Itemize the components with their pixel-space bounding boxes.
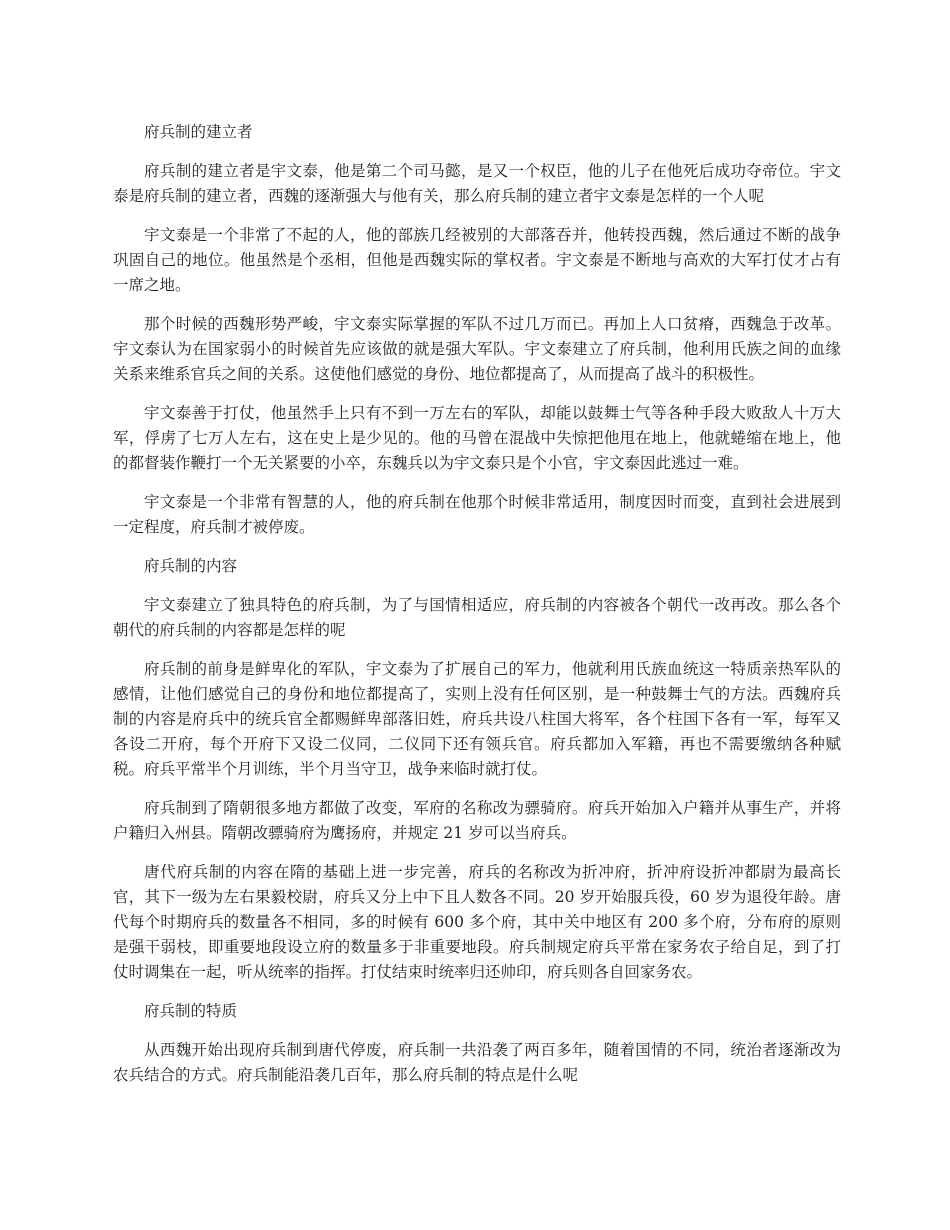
paragraph: 宇文泰建立了独具特色的府兵制，为了与国情相适应，府兵制的内容被各个朝代一改再改。那么各个朝代的府兵制的内容都是怎样的呢 xyxy=(113,596,841,639)
paragraph: 宇文泰善于打仗，他虽然手上只有不到一万左右的军队，却能以鼓舞士气等各种手段大败敌人十万大军，俘虏了七万人左右，这在史上是少见的。他的马曾在混战中失惊把他甩在地上，他就蜷缩在地上，他的都督装作鞭打一个无关紧要的小卒，东魏兵以为宇文泰只是个小官，宇文泰因此逃过一难。 xyxy=(113,404,841,472)
paragraph: 府兵制的前身是鲜卑化的军队，宇文泰为了扩展自己的军力，他就利用氏族血统这一特质亲热军队的感情，让他们感觉自己的身份和地位都提高了，实则上没有任何区别，是一种鼓舞士气的方法。西魏府兵制的内容是府兵中的统兵官全都赐鲜卑部落旧姓，府兵共设八柱国大将军，各个柱国下各有一军，每军又各设二开府，每个开府下又设二仪同，二仪同下还有领兵官。府兵都加入军籍，再也不需要缴纳各种赋税。府兵平常半个月训练，半个月当守卫，战争来临时就打仗。 xyxy=(113,660,841,778)
document-page xyxy=(113,120,841,1102)
paragraph: 宇文泰是一个非常有智慧的人，他的府兵制在他那个时候非常适用，制度因时而变，直到社会进展到一定程度，府兵制才被停废。 xyxy=(113,493,841,536)
section-heading-characteristics: 府兵制的特质 xyxy=(144,1002,238,1020)
paragraph: 从西魏开始出现府兵制到唐代停废，府兵制一共沿袭了两百多年，随着国情的不同，统治者逐渐改为农兵结合的方式。府兵制能沿袭几百年，那么府兵制的特点是什么呢 xyxy=(113,1041,841,1084)
section-heading-content: 府兵制的内容 xyxy=(144,557,238,575)
paragraph: 宇文泰是一个非常了不起的人，他的部族几经被别的大部落吞并，他转投西魏，然后通过不断的战争巩固自己的地位。他虽然是个丞相，但他是西魏实际的掌权者。宇文泰是不断地与高欢的大军打仗才占有一席之地。 xyxy=(113,226,841,294)
paragraph: 那个时候的西魏形势严峻，宇文泰实际掌握的军队不过几万而已。再加上人口贫瘠，西魏急于改革。宇文泰认为在国家弱小的时候首先应该做的就是强大军队。宇文泰建立了府兵制，他利用氏族之间的血缘关系来维系官兵之间的关系。这使他们感觉的身份、地位都提高了，从而提高了战斗的积极性。 xyxy=(113,315,841,383)
paragraph: 府兵制的建立者是宇文泰，他是第二个司马懿，是又一个权臣，他的儿子在他死后成功夺帝位。宇文泰是府兵制的建立者，西魏的逐渐强大与他有关，那么府兵制的建立者宇文泰是怎样的一个人呢 xyxy=(113,162,841,205)
paragraph: 府兵制到了隋朝很多地方都做了改变，军府的名称改为骠骑府。府兵开始加入户籍并从事生产，并将户籍归入州县。隋朝改骠骑府为鹰扬府，并规定 21 岁可以当府兵。 xyxy=(113,799,841,842)
paragraph: 唐代府兵制的内容在隋的基础上进一步完善，府兵的名称改为折冲府，折冲府设折冲都尉为最高长官，其下一级为左右果毅校尉，府兵又分上中下且人数各不同。20 岁开始服兵役，60 岁为退役年龄。唐代每个时期府兵的数量各不相同，多的时候有 600 多个府，其中关中地区有 200 多个府，分布府的原则是强干弱枝，即重要地段设立府的数量多于非重要地段。府兵制规定府兵平常在家务农子给自足，到了打仗时调集在一起，听从统率的指挥。打仗结束时统率归还帅印，府兵则各自回家务农。 xyxy=(113,863,841,981)
section-heading-founder: 府兵制的建立者 xyxy=(144,123,253,141)
